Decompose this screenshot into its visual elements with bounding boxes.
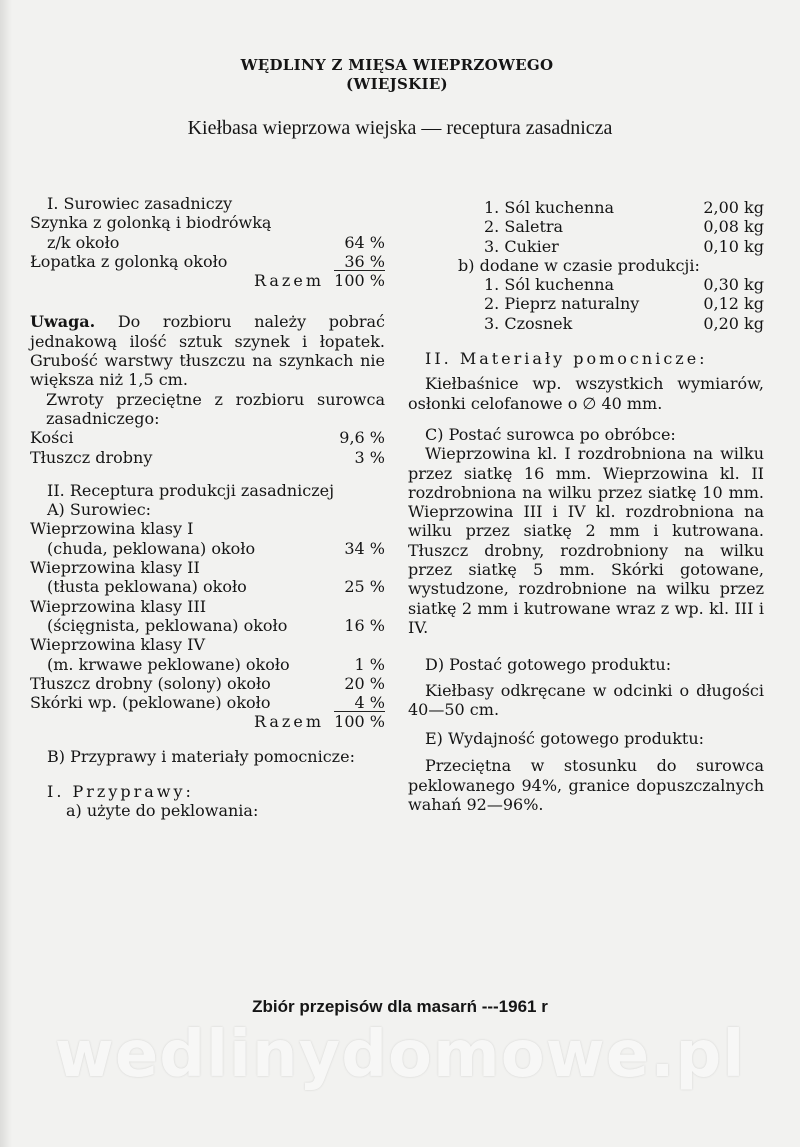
scan-edge-shadow — [0, 0, 12, 1147]
section-heading: C) Postać surowca po obróbce: — [425, 424, 676, 444]
list-item: Łopatka z golonką około 36 % — [30, 251, 385, 271]
section-heading: II. Materiały pomocnicze: — [425, 349, 708, 369]
list-item: 2. Saletra 0,08 kg — [484, 217, 764, 237]
returns-paragraph: Zwroty przeciętne z rozbioru surowca zasadniczego: — [46, 389, 385, 428]
list-item: (chuda, peklowana) około 34 % — [47, 538, 385, 558]
list-item: 3. Cukier 0,10 kg — [484, 236, 764, 256]
section-heading: D) Postać gotowego produktu: — [425, 655, 672, 675]
list-item: 1. Sól kuchenna 2,00 kg — [484, 198, 764, 217]
total-row: Razem 100 % — [253, 271, 385, 291]
page-title: WĘDLINY Z MIĘSA WIEPRZOWEGO — [240, 56, 554, 74]
left-column — [30, 194, 385, 821]
list-item: Kości 9,6 % — [30, 428, 385, 448]
subsection-heading: A) Surowiec: — [47, 500, 152, 520]
list-item: Wieprzowina klasy III — [30, 596, 207, 616]
section-heading: II. Receptura produkcji zasadniczej — [47, 480, 335, 500]
list-item: (ścięgnista, peklowana) około 16 % — [47, 615, 385, 635]
product-paragraph: Kiełbasy odkręcane w odcinki o długości 40—50 cm. — [408, 680, 764, 719]
list-item: 1. Sól kuchenna 0,30 kg — [484, 275, 764, 295]
section-heading: E) Wydajność gotowego produktu: — [425, 729, 705, 749]
page-title-sub: (WIEJSKIE) — [346, 75, 448, 93]
list-item: 3. Czosnek 0,20 kg — [484, 313, 764, 333]
list-item: (m. krwawe peklowane) około 1 % — [47, 654, 385, 674]
right-column — [408, 198, 764, 814]
list-item: 2. Pieprz naturalny 0,12 kg — [484, 294, 764, 314]
list-item: Wieprzowina klasy II — [30, 558, 200, 578]
list-item: Wieprzowina klasy IV — [30, 635, 206, 655]
list-item: Wieprzowina klasy I — [30, 519, 194, 539]
materials-paragraph: Kiełbaśnice wp. wszystkich wymiarów, osłonki celofanowe o ∅ 40 mm. — [408, 374, 764, 413]
list-item: Tłuszcz drobny (solony) około 20 % — [30, 673, 385, 693]
note-paragraph: Uwaga. Do rozbioru należy pobrać jednakową ilość sztuk szynek i łopatek. Grubość warstwy tłuszczu na szynkach nie większa niż 1,5 cm. — [30, 312, 385, 390]
recipe-subtitle: Kiełbasa wieprzowa wiejska — receptura zasadnicza — [187, 117, 613, 139]
section-heading: I. Surowiec zasadniczy — [47, 194, 233, 213]
subsection-heading: b) dodane w czasie produkcji: — [458, 255, 700, 275]
section-heading: I. Przyprawy: — [47, 782, 194, 802]
list-item: Tłuszcz drobny 3 % — [30, 447, 385, 467]
list-item: Skórki wp. (peklowane) około 4 % — [30, 693, 385, 713]
list-item: Szynka z golonką i biodrówką — [30, 213, 272, 233]
watermark: wedlinydomowe.pl — [54, 1018, 746, 1092]
section-heading: B) Przyprawy i materiały pomocnicze: — [47, 746, 355, 766]
list-item: (tłusta peklowana) około 25 % — [47, 577, 385, 597]
total-row: Razem 100 % — [253, 712, 385, 732]
subsection-heading: a) użyte do peklowania: — [66, 801, 259, 821]
list-item: z/k około 64 % — [47, 232, 385, 252]
yield-paragraph: Przeciętna w stosunku do surowca peklowanego 94%, granice dopuszczalnych wahań 92—96%. — [408, 756, 764, 815]
footer-caption: Zbiór przepisów dla masarń ---1961 r — [252, 997, 548, 1016]
processing-paragraph: Wieprzowina kl. I rozdrobniona na wilku przez siatkę 16 mm. Wieprzowina kl. II rozdrobniona na wilku przez siatkę 10 mm. Wieprzowina III i IV kl. rozdrobniona na wilku przez siatkę 2 mm i kutrowana. Tłuszcz drobny, rozdrobniony na wilku przez siatkę 5 mm. Skórki gotowane, wystudzone, rozdrobnione na wilku przez siatkę 2 mm i kutrowane wraz z wp. kl. III i IV. — [408, 444, 764, 637]
